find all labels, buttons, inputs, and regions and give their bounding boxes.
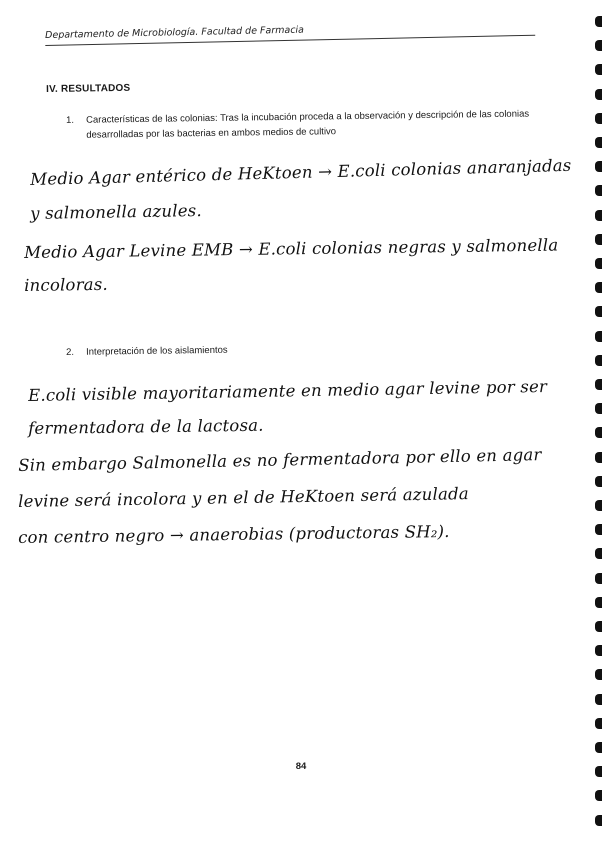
binding-hole (595, 210, 602, 221)
binding-hole (595, 137, 602, 148)
binding-hole (595, 694, 602, 705)
handwritten-line: Medio Agar Levine EMB → E.coli colonias negras y salmonella (24, 235, 559, 262)
binding-hole (595, 524, 602, 535)
binding-hole (595, 621, 602, 632)
page-header (45, 20, 535, 41)
question-1-number: 1. (66, 114, 75, 126)
binding-hole (595, 500, 602, 511)
handwritten-line: Sin embargo Salmonella es no fermentadora por ello en agar (18, 445, 542, 475)
binding-hole (595, 815, 602, 826)
handwritten-line: fermentadora de la lactosa. (28, 415, 264, 438)
binding-hole (595, 548, 602, 559)
page-number: 84 (295, 761, 307, 772)
binding-hole (595, 355, 602, 366)
binding-hole (595, 331, 602, 342)
binding-hole (595, 185, 602, 196)
binding-hole (595, 427, 602, 438)
handwritten-line: y salmonella azules. (30, 201, 202, 223)
binding-hole (595, 766, 602, 777)
binding-hole (595, 718, 602, 729)
binding-hole (595, 403, 602, 414)
binding-hole (595, 89, 602, 100)
binding-hole (595, 282, 602, 293)
handwritten-line: con centro negro → anaerobias (productoras SH₂). (18, 521, 450, 547)
section-title: IV. RESULTADOS (46, 82, 131, 95)
header-text: Departamento de Microbiología. Facultad de Farmacia (45, 24, 305, 41)
binding-hole (595, 40, 602, 51)
handwritten-line: Medio Agar entérico de HeKtoen → E.coli colonias anaranjadas (30, 155, 572, 189)
binding-hole (595, 16, 602, 27)
question-1 (66, 106, 546, 141)
binding-hole (595, 790, 602, 801)
handwritten-line: incoloras. (24, 274, 108, 295)
handwritten-line: levine será incolora y en el de HeKtoen será azulada (18, 484, 470, 511)
binding-hole (595, 597, 602, 608)
binding-hole (595, 258, 602, 269)
binding-hole (595, 573, 602, 584)
binding-hole (595, 645, 602, 656)
question-2 (66, 338, 546, 358)
binding-hole (595, 476, 602, 487)
handwritten-line: E.coli visible mayoritariamente en medio agar levine por ser (28, 376, 548, 405)
binding-hole (595, 161, 602, 172)
binding-hole (595, 234, 602, 245)
binding-hole (595, 452, 602, 463)
binding-hole (595, 64, 602, 75)
binding-hole (595, 306, 602, 317)
spiral-binding (592, 0, 602, 848)
question-2-number: 2. (66, 346, 75, 358)
question-2-text: Interpretación de los aislamientos (86, 344, 228, 358)
binding-hole (595, 669, 602, 680)
binding-hole (595, 379, 602, 390)
question-1-text: Características de las colonias: Tras la incubación proceda a la observación y descripción de las colonias desarrolladas por las bacterias en ambos medios de cultivo (86, 108, 530, 141)
binding-hole (595, 742, 602, 753)
binding-hole (595, 113, 602, 124)
